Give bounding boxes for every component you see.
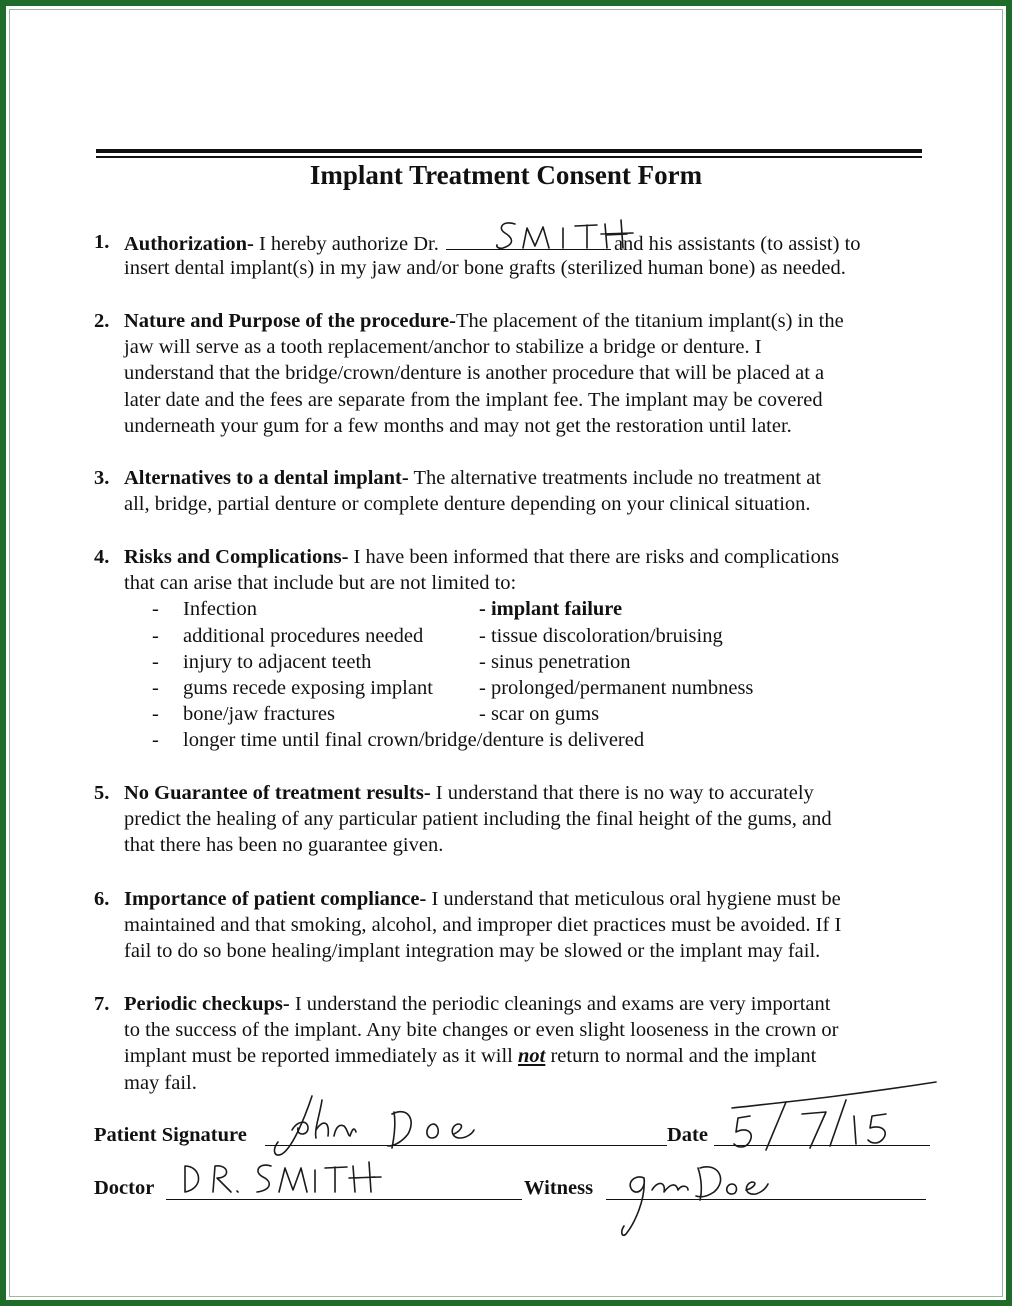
item-heading: Alternatives to a dental implant- [124, 467, 409, 489]
item-text: I understand the periodic cleanings and exams are very important [289, 993, 831, 1015]
item-line: may fail. [124, 1071, 197, 1094]
item-heading: Authorization- [124, 233, 254, 255]
header-rule-thick [96, 149, 922, 153]
risk-left: bone/jaw fractures [183, 703, 335, 726]
item-text: I hereby authorize Dr. [258, 233, 439, 255]
item-heading: No Guarantee of treatment results- [124, 782, 431, 804]
item-number: 1. [94, 231, 110, 253]
item-text: and his assistants (to assist) to [613, 233, 861, 255]
item-heading: Importance of patient compliance- [124, 888, 427, 910]
item-line [124, 886, 841, 912]
header-rule-thin [96, 156, 922, 158]
item-number: 5. [94, 782, 110, 804]
item-heading: Periodic checkups- [124, 993, 290, 1015]
item-text: implant must be reported immediately as it will [124, 1045, 518, 1068]
item-line: later date and the fees are separate from the implant fee. The implant may be covered [124, 388, 823, 411]
item-line [124, 780, 814, 806]
risk-right: - prolonged/permanent numbness [479, 677, 754, 699]
item-line: to the success of the implant. Any bite changes or even slight looseness in the crown or [124, 1019, 839, 1042]
emphasis-not: not [517, 1045, 546, 1068]
item-text: I have been informed that there are risks and complications [348, 546, 840, 568]
doctor-label: Doctor [94, 1177, 155, 1199]
item-number: 2. [94, 310, 110, 332]
witness-label: Witness [524, 1177, 594, 1199]
item-line: all, bridge, partial denture or complete denture depending on your clinical situation. [124, 493, 811, 516]
risk-left: injury to adjacent teeth [183, 650, 372, 673]
item-text: I understand that meticulous oral hygiene must be [426, 888, 841, 910]
item-line: jaw will serve as a tooth replacement/anchor to stabilize a bridge or denture. I [124, 336, 762, 359]
risk-left: additional procedures needed [183, 624, 424, 647]
item-number: 3. [94, 467, 110, 489]
item-text: The placement of the titanium implant(s) in the [455, 310, 844, 332]
risk-left: gums recede exposing implant [183, 677, 433, 699]
item-line: understand that the bridge/crown/denture is another procedure that will be placed at a [124, 362, 825, 385]
handwritten-doctor-signature [175, 1160, 385, 1200]
handwritten-patient-signature [268, 1090, 488, 1165]
item-text: The alternative treatments include no treatment at [408, 467, 822, 489]
risk-right: - tissue discoloration/bruising [479, 624, 723, 647]
item-number: 6. [94, 888, 110, 910]
risk-left: Infection [183, 598, 257, 621]
bullet-dash: - [152, 598, 159, 621]
item-line [124, 308, 844, 334]
item-line: maintained and that smoking, alcohol, and improper diet practices must be avoided. If I [124, 914, 842, 937]
item-text: I understand that there is no way to accurately [430, 782, 814, 804]
item-heading: Risks and Complications- [124, 546, 349, 568]
bullet-dash: - [152, 703, 159, 726]
item-line: that there has been no guarantee given. [124, 834, 444, 857]
item-text: return to normal and the implant [545, 1045, 817, 1068]
item-line: that can arise that include but are not limited to: [124, 572, 517, 595]
handwritten-witness-signature [618, 1150, 778, 1242]
item-line: underneath your gum for a few months and may not get the restoration until later. [124, 414, 792, 437]
item-heading: Nature and Purpose of the procedure- [124, 310, 456, 332]
item-line: insert dental implant(s) in my jaw and/or bone grafts (sterilized human bone) as needed. [124, 257, 846, 280]
risk-right: - sinus penetration [479, 650, 631, 673]
item-number: 7. [94, 993, 110, 1015]
item-line: fail to do so bone healing/implant integration may be slowed or the implant may fail. [124, 940, 821, 963]
bullet-dash: - [152, 677, 159, 699]
item-line [124, 465, 821, 491]
item-number: 4. [94, 546, 110, 568]
risk-right: - scar on gums [479, 703, 600, 726]
handwritten-dr-name [493, 218, 653, 254]
item-line [124, 1043, 816, 1069]
item-line: predict the healing of any particular patient including the final height of the gums, and [124, 808, 832, 831]
form-title: Implant Treatment Consent Form [309, 160, 703, 190]
handwritten-date [726, 1094, 926, 1154]
item-line [124, 991, 830, 1017]
item-line [124, 544, 839, 570]
patient-signature-label: Patient Signature [94, 1124, 247, 1146]
date-label: Date [667, 1124, 708, 1146]
risk-right: - implant failure [479, 598, 623, 621]
bullet-dash: - [152, 650, 159, 673]
bullet-dash: - [152, 729, 159, 752]
risk-left: longer time until final crown/bridge/denture is delivered [183, 729, 645, 752]
bullet-dash: - [152, 624, 159, 647]
